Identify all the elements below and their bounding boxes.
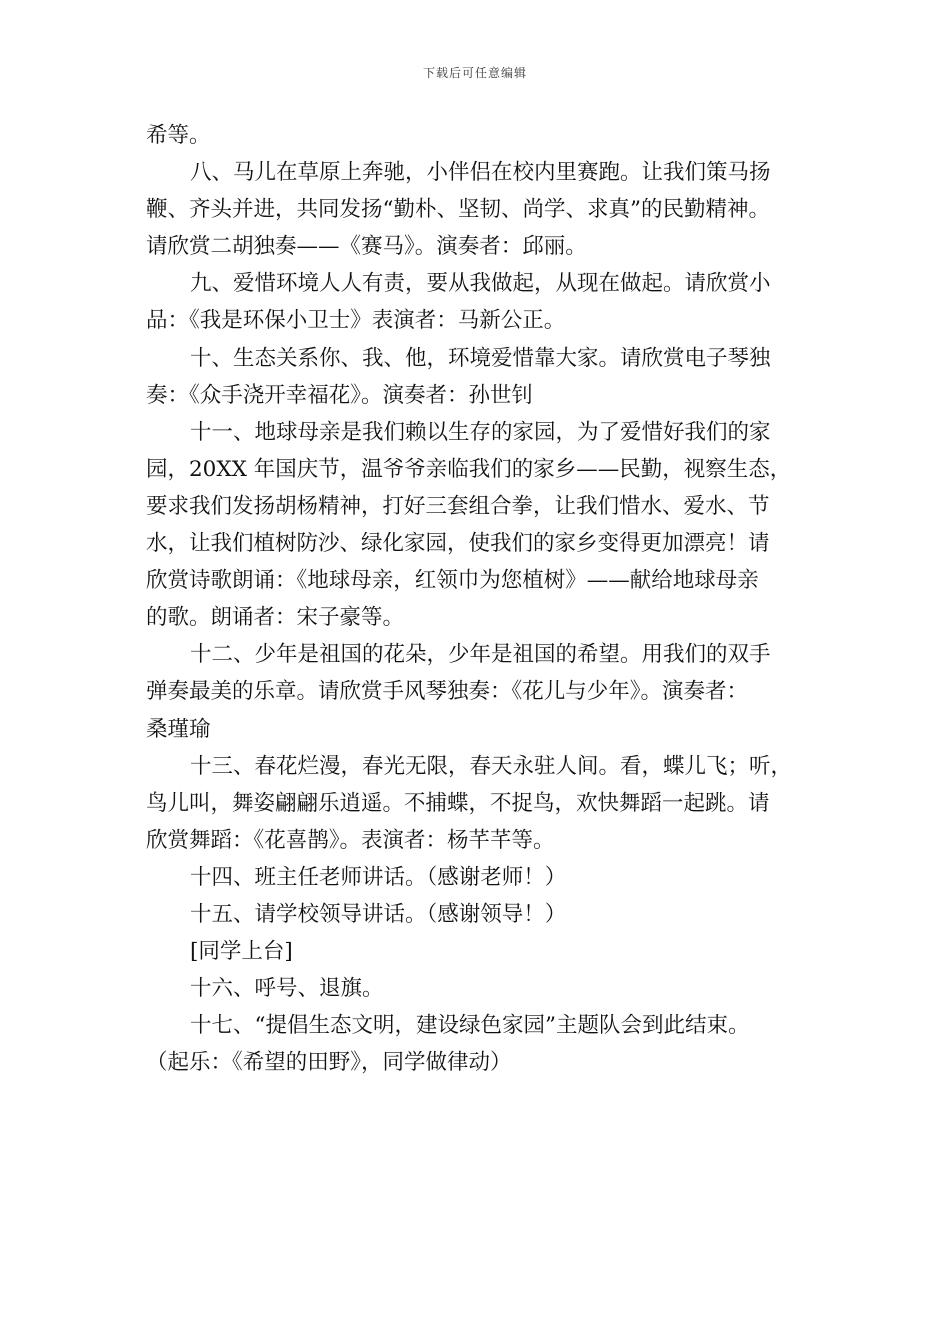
text-line: 鞭、齐头并进，共同发扬“勤朴、坚韧、尚学、求真”的民勤精神。 — [146, 197, 770, 223]
text-line: 奏：《众手浇开幸福花》。演奏者：孙世钊 — [146, 382, 534, 408]
text-line: 的歌。朗诵者：宋子豪等。 — [146, 605, 405, 631]
text-line: 十五、请学校领导讲话。（感谢领导！） — [190, 901, 567, 927]
text-line: 园，20XX 年国庆节，温爷爷亲临我们的家乡——民勤，视察生态， — [146, 456, 792, 482]
document-body — [146, 117, 810, 1081]
text-line: 鸟儿叫，舞姿翩翩乐逍遥。不捕蝶，不捉鸟，欢快舞蹈一起跳。请 — [146, 790, 770, 816]
text-line: 欣赏诗歌朗诵：《地球母亲，红领巾为您植树》——献给地球母亲 — [146, 568, 759, 594]
text-line: 十一、地球母亲是我们赖以生存的家园，为了爱惜好我们的家 — [190, 419, 771, 445]
text-line: 桑瑾瑜 — [146, 716, 211, 742]
text-line: 九、爱惜环境人人有责，要从我做起，从现在做起。请欣赏小 — [190, 271, 771, 297]
text-line: 十六、呼号、退旗。 — [190, 976, 384, 1002]
text-line: 欣赏舞蹈：《花喜鹊》。表演者：杨芊芊等。 — [146, 827, 555, 853]
page-header: 下载后可任意编辑 — [422, 66, 527, 80]
text-line: 要求我们发扬胡杨精神，打好三套组合拳，让我们惜水、爱水、节 — [146, 493, 770, 519]
text-line: （起乐：《希望的田野》，同学做律动） — [146, 1050, 512, 1076]
text-line: 十三、春花烂漫，春光无限，春天永驻人间。看，蝶儿飞；听， — [190, 753, 793, 779]
text-line: 八、马儿在草原上奔驰，小伴侣在校内里赛跑。让我们策马扬 — [190, 160, 771, 186]
text-line: 希等。 — [146, 123, 211, 148]
text-line: 十七、“提倡生态文明，建设绿色家园”主题队会到此结束。 — [190, 1013, 750, 1039]
text-line: 十二、少年是祖国的花朵，少年是祖国的希望。用我们的双手 — [190, 642, 771, 668]
text-line: 十四、班主任老师讲话。（感谢老师！） — [190, 864, 567, 890]
text-line: 弹奏最美的乐章。请欣赏手风琴独奏：《花儿与少年》。演奏者： — [146, 679, 749, 705]
text-line: [同学上台] — [190, 939, 293, 965]
text-line: 请欣赏二胡独奏——《赛马》。演奏者：邱丽。 — [146, 234, 587, 260]
text-line: 水，让我们植树防沙、绿化家园，使我们的家乡变得更加漂亮！请 — [146, 531, 770, 557]
text-line: 十、生态关系你、我、他，环境爱惜靠大家。请欣赏电子琴独 — [190, 345, 771, 371]
text-line: 品：《我是环保小卫士》表演者：马新公正。 — [146, 308, 566, 334]
